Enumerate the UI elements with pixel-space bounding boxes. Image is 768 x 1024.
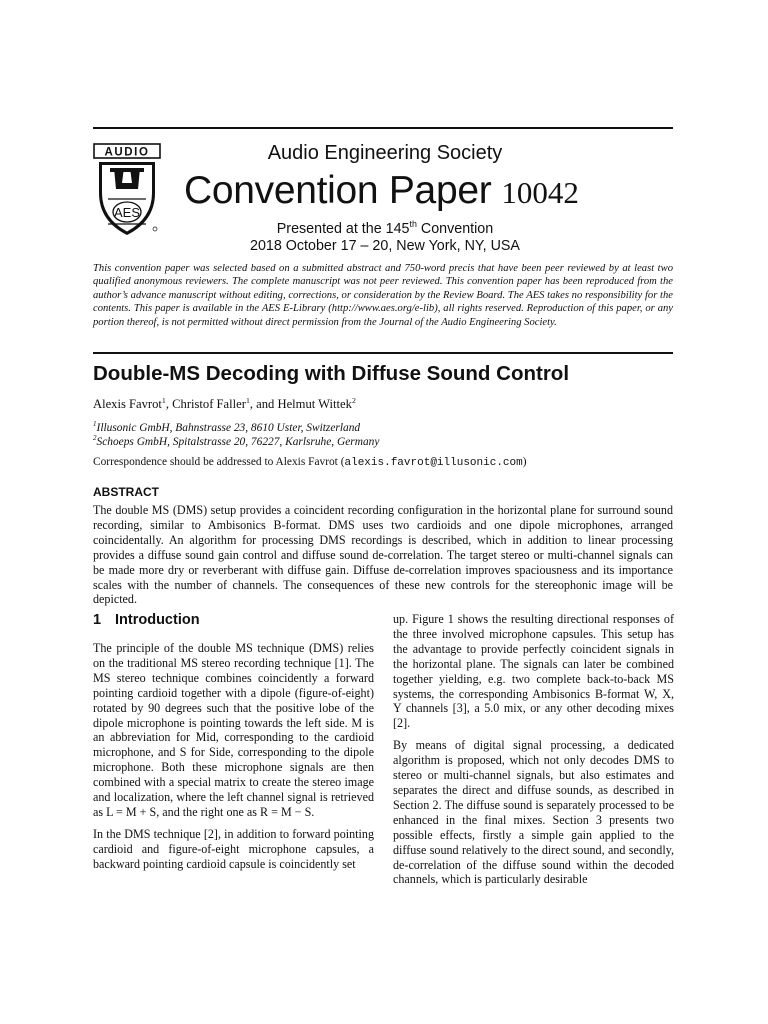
review-notice: This convention paper was selected based on a submitted abstract and 750-word precis that have been peer reviewed by at least two qualified anonymous reviewers. The complete manuscript was not peer reviewed. This convention paper has been reproduced from the author’s advance manuscript without editing, corrections, or consideration by the Review Board. The AES takes no responsibility for the contents. This paper is available in the AES E-Library (http://www.aes.org/e-lib), all rights reserved. Reproduction of this paper, or any portion thereof, is not permitted without direct permission from the Journal of the Audio Engineering Society. <box>93 263 673 328</box>
correspondence-text: Correspondence should be addressed to Alexis Favrot ( <box>93 456 345 468</box>
affiliation-num: 2 <box>93 434 97 443</box>
paragraph: up. Figure 1 shows the resulting directional responses of the three involved microphone capsules. This setup has the advantage to provide perfectly coincident signals in the horizontal plane. The signals can later be combined together yielding, e.g. two complete back-to-back MS systems, the corresponding Ambisonics B-format W, X, Y channels [3], a 5.0 mix, or any other decoding mixes [2]. <box>393 612 674 731</box>
author-sep: , <box>165 397 173 411</box>
presented-sup: th <box>409 219 417 230</box>
author-name: Alexis Favrot <box>93 397 162 411</box>
affiliation-text: Schoeps GmbH, Spitalstrasse 20, 76227, Karlsruhe, Germany <box>96 436 380 448</box>
svg-text:AUDIO: AUDIO <box>104 146 150 159</box>
aes-logo-icon <box>93 143 161 239</box>
right-column <box>393 612 674 894</box>
society-name: Audio Engineering Society <box>267 142 503 164</box>
correspondence-close: ) <box>522 456 527 468</box>
top-rule <box>93 127 673 129</box>
affiliation <box>93 422 360 434</box>
author-list <box>93 397 356 412</box>
left-column <box>93 641 374 879</box>
middle-rule <box>93 352 673 354</box>
paragraph: In the DMS technique [2], in addition to forward pointing cardioid and figure-of-eight microphone capsules, a backward pointing cardioid capsule is coincidently set <box>93 826 374 871</box>
svg-text:AES: AES <box>113 205 141 220</box>
paper-title: Double-MS Decoding with Diffuse Sound Control <box>93 362 570 385</box>
paper-type: Convention Paper <box>184 169 492 212</box>
section-title: Introduction <box>115 612 200 628</box>
affiliation <box>93 436 379 448</box>
email-link[interactable]: alexis.favrot@illusonic.com <box>344 457 523 469</box>
author-name: Christof Faller <box>172 397 246 411</box>
presented-text: Presented at the 145 <box>276 221 410 237</box>
author-aff: 1 <box>161 395 166 405</box>
paper-heading <box>184 169 579 213</box>
paragraph: By means of digital signal processing, a dedicated algorithm is proposed, which not only decodes DMS to stereo or multi-channel signals, but also estimates and separates the direct and diffuse sounds, as described in Section 2. The diffuse sound is separately processed to be enhanced in the final mixes. Section 3 presents two possible effects, firstly a simple gain applied to the diffuse sound relatively to the direct sound, and secondly, de-correlation of the diffuse sound within the decoded channels, which is particularly desirable <box>393 738 674 887</box>
affiliation-num: 1 <box>93 420 97 429</box>
section-heading <box>93 612 200 628</box>
abstract-body: The double MS (DMS) setup provides a coincident recording configuration in the horizontal plane for surround sound recording, similar to Ambisonics B-format. DMS uses two cardioids and one dipole microphones, arranged coincidentally. An algorithm for processing DMS recordings is described, which in addition to linear processing provides a diffuse sound gain control and diffuse sound de-correlation. The target stereo or multi-channel signals can be made more dry or reverberant with diffuse gain. Diffuse de-correlation improves spaciousness and its importance scales with the number of channels. The consequences of these new controls for the stereophonic image will be depicted. <box>93 503 673 607</box>
author-aff: 2 <box>351 395 356 405</box>
author-name: Helmut Wittek <box>277 397 352 411</box>
affiliation-text: Illusonic GmbH, Bahnstrasse 23, 8610 Uster, Switzerland <box>96 422 361 434</box>
presented-text-end: Convention <box>416 221 494 237</box>
paper-number: 10042 <box>501 175 579 210</box>
dateline: 2018 October 17 – 20, New York, NY, USA <box>250 238 520 254</box>
correspondence <box>93 456 527 469</box>
presented-line <box>180 221 590 237</box>
author-aff: 1 <box>245 395 250 405</box>
paragraph: The principle of the double MS technique (DMS) relies on the traditional MS stereo recording technique [1]. The MS stereo technique combines coincidently a forward pointing cardioid together with a dipole (figure-of-eight) rotated by 90 degrees such that the positive lobe of the dipole microphone is pointing towards the left side. M is an abbreviation for Mid, corresponding to the cardioid microphone, and S for Side, corresponding to the dipole microphone. Both these microphone signals are then combined with a special matrix to create the stereo image and localization, where the left channel signal is retrieved as L = M + S, and the right one as R = M − S. <box>93 641 374 819</box>
section-number: 1 <box>93 612 102 628</box>
abstract-heading: ABSTRACT <box>93 485 159 499</box>
author-sep: , and <box>249 397 278 411</box>
